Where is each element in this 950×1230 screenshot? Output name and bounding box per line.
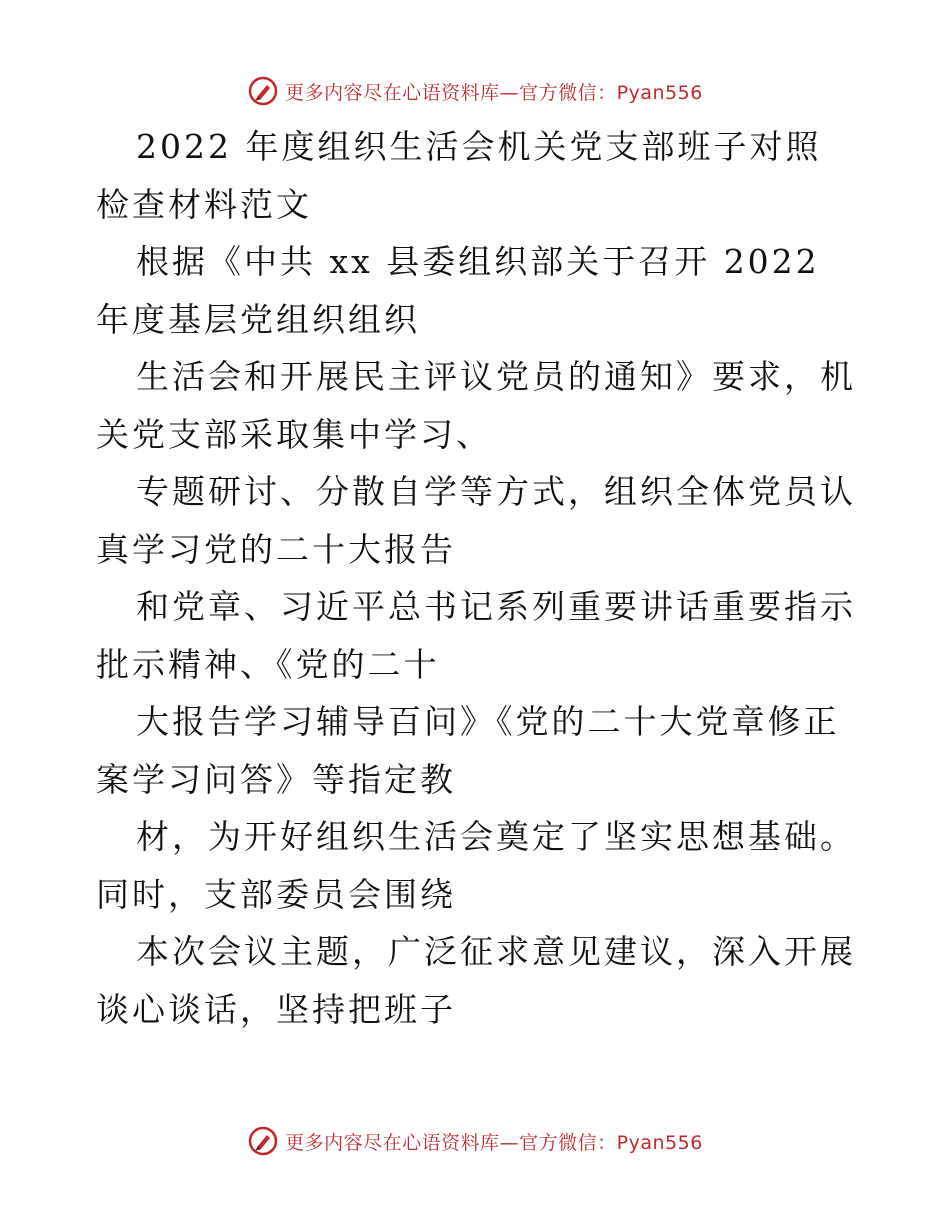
paragraph: 生活会和开展民主评议党员的通知》要求，机关党支部采取集中学习、: [96, 357, 856, 454]
paragraph: 根据《中共 xx 县委组织部关于召开 2022 年度基层党组织组织: [96, 242, 820, 339]
paragraph: 本次会议主题，广泛征求意见建议，深入开展谈心谈话，坚持把班子: [96, 932, 856, 1029]
footer-banner-text: 更多内容尽在心语资料库—官方微信：Pyan556: [285, 1131, 703, 1154]
paragraph: 专题研讨、分散自学等方式，组织全体党员认真学习党的二十大报告: [96, 472, 856, 569]
paragraph: 材，为开好组织生活会奠定了坚实思想基础。同时，支部委员会围绕: [96, 817, 856, 914]
paragraph-title: 2022 年度组织生活会机关党支部班子对照检查材料范文: [96, 127, 822, 224]
header-banner-text: 更多内容尽在心语资料库—官方微信：Pyan556: [285, 81, 703, 104]
paragraph: 大报告学习辅导百问》《党的二十大党章修正案学习问答》等指定教: [96, 702, 840, 799]
paragraph: 和党章、习近平总书记系列重要讲话重要指示批示精神、《党的二十: [96, 587, 856, 684]
document-body: [96, 118, 856, 1038]
footer-banner: [0, 1121, 950, 1161]
header-banner: [0, 71, 950, 111]
pen-logo-icon: [247, 1125, 279, 1157]
pen-logo-icon: [247, 75, 279, 107]
